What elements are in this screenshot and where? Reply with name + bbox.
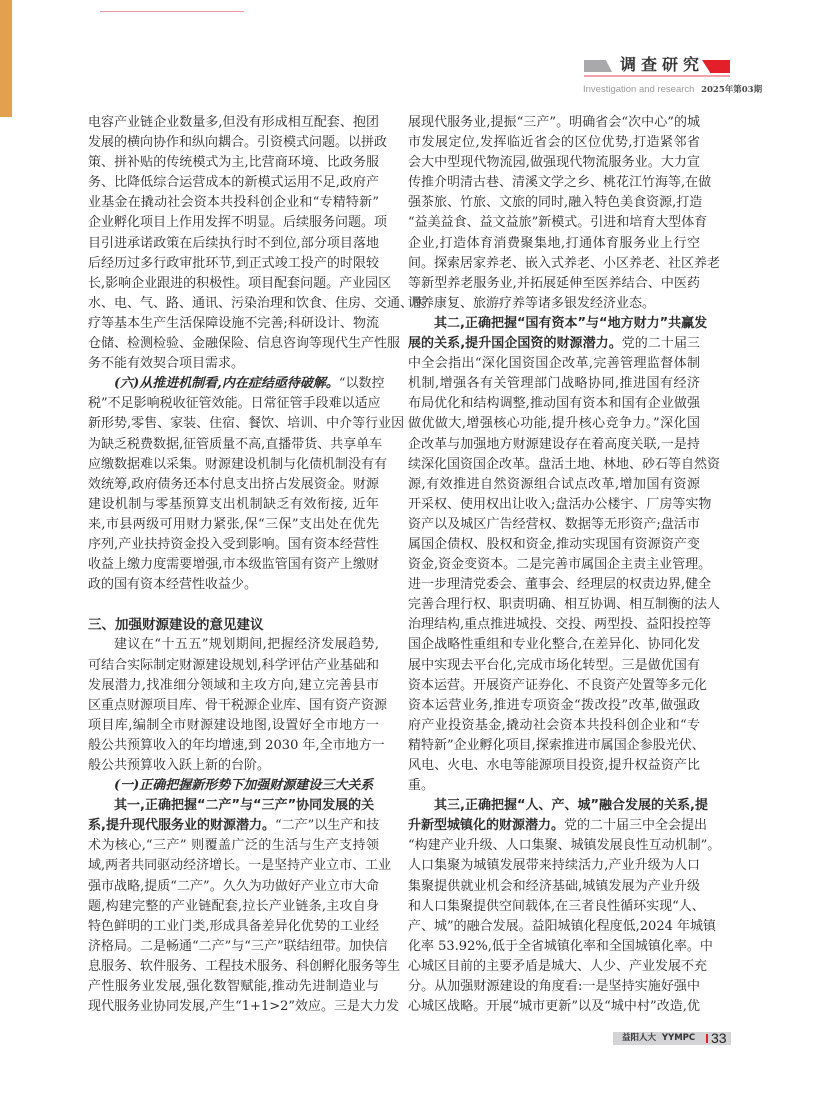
body-text: 区重点财源项目库、骨干税源企业库、国有资产资源: [88, 697, 388, 713]
body-text: 发展的横向协作和纵向耦合。引资模式问题。以拼政: [88, 135, 388, 151]
body-text: 企业,打造体育消费聚集地,打通体育服务业上行空: [408, 235, 700, 251]
text-line: [408, 575, 712, 595]
body-text: 政的国有资本经营性收益少。: [88, 577, 258, 593]
body-text: 新形势,零售、家装、住宿、餐饮、培训、中介等行业因: [88, 416, 405, 432]
text-line: [408, 696, 700, 716]
body-text: 仓储、检测检验、金融保险、信息咨询等现代生产性服: [88, 336, 401, 352]
text-line: [408, 816, 708, 836]
body-text: 调养康复、旅游疗养等诸多银发经济业态。: [408, 295, 656, 311]
text-line: [408, 716, 700, 736]
body-text: 域,两者共同驱动经济增长。一是坚持产业立市、工业: [88, 858, 392, 874]
text-line: [88, 897, 379, 917]
bold-lead-text: 展的关系,提升国企国资的财源潜力。: [408, 336, 622, 352]
body-text: 收益上缴力度需要增强,市本级监管国有资产上缴财: [88, 557, 379, 573]
text-line: [408, 314, 708, 334]
text-line: [408, 153, 700, 173]
text-line: [408, 294, 700, 314]
text-line: [88, 435, 383, 455]
text-line: [88, 575, 379, 595]
body-text: 续深化国资国企改革。盘活土地、林地、砂石等自然资: [408, 456, 721, 472]
text-line: [408, 394, 700, 414]
text-line: [88, 515, 379, 535]
body-text: 分。从加强财源建设的角度看:一是坚持实施好强中: [408, 979, 700, 995]
body-text: 资产以及城区广告经营权、数据等无形资产;盘活市: [408, 516, 700, 532]
text-line: [88, 173, 379, 193]
text-line: [88, 676, 379, 696]
body-text: “二产”以生产和技: [274, 818, 380, 834]
text-line: [88, 997, 400, 1017]
text-line: [408, 977, 700, 997]
blank-line: [88, 595, 379, 615]
text-line: [88, 414, 405, 434]
body-text: 效统筹,政府债务还本付息支出挤占发展资金。财源: [88, 476, 379, 492]
body-text: 务不能有效契合项目需求。: [88, 356, 245, 372]
text-line: [88, 213, 388, 233]
body-text: 水、电、气、路、通讯、污染治理和饮食、住房、交通、医: [88, 295, 427, 311]
text-line: [408, 615, 712, 635]
bold-lead-text: (六)从推进机制看,内在症结亟待破解。: [114, 376, 339, 392]
body-text: 三、加强财源建设的意见建议: [88, 617, 264, 634]
text-line: [88, 716, 379, 736]
text-line: [88, 193, 379, 213]
text-line: [88, 796, 379, 816]
body-text: 集聚提供就业机会和经济基础,城镇发展为产业升级: [408, 878, 700, 894]
body-text: 电容产业链企业数量多,但没有形成相互配套、抱团: [88, 115, 379, 130]
text-line: [408, 475, 700, 495]
body-text: 党的二十届三中全会提出: [564, 818, 708, 834]
text-line: [88, 153, 379, 173]
text-line: [408, 997, 700, 1017]
body-text: 可结合实际制定财源建设规划,科学评估产业基础和: [88, 657, 379, 673]
body-text: 做优做大,增强核心功能,提升核心竞争力。”深化国: [408, 416, 700, 432]
bold-lead-text: 其二,正确把握“国有资本”与“地方财力”共赢发: [434, 315, 708, 331]
body-text: 市发展定位,发挥临近省会的区位优势,打造紧邻省: [408, 135, 700, 151]
body-text: 般公共预算收入跃上新的台阶。: [88, 758, 271, 773]
page-number: 33: [711, 1030, 727, 1046]
text-line: [88, 937, 388, 957]
text-line: [408, 595, 721, 615]
body-text: 发展潜力,找准细分领域和主攻方向,建立完善县市: [88, 677, 379, 693]
left-text-column: [88, 113, 427, 1017]
text-line: [408, 856, 700, 876]
text-line: [408, 897, 705, 917]
text-line: [88, 756, 379, 776]
body-text: 术为核心,“三产” 则覆盖广泛的生活与生产支持领: [88, 838, 379, 854]
text-line: [88, 736, 385, 756]
orange-edge-strip: [0, 0, 12, 117]
body-text: 强市战略,提质“二产”。久久为功做好产业立市大命: [88, 878, 379, 894]
text-line: [88, 254, 379, 274]
body-text: 和人口集聚提供空间载体,在三者良性循环实现“人、: [408, 898, 705, 914]
body-text: 治理结构,重点推进城投、交投、两型投、益阳投控等: [408, 617, 712, 633]
text-line: [408, 334, 700, 354]
body-text: 企改革与加强地方财源建设存在着高度关联,一是持: [408, 436, 700, 452]
header-subtitle: [583, 83, 762, 95]
body-text: 后经历过多行政审批环节,到正式竣工投产的时限较: [88, 255, 379, 271]
body-text: 人口集聚为城镇发展带来持续活力,产业升级为人口: [408, 858, 700, 874]
text-line: [88, 535, 379, 555]
body-text: 题,构建完整的产业链配套,拉长产业链条,主攻自身: [88, 898, 379, 914]
text-line: [88, 314, 379, 334]
text-line: [408, 635, 700, 655]
footer-magazine-name: 益阳人大 YYMPC: [622, 1033, 696, 1043]
body-text: 化率 53.92%,低于全省城镇化率和全国城镇化率。中: [408, 938, 713, 954]
footer-red-divider: [706, 1034, 708, 1043]
text-line: [88, 856, 392, 876]
body-text: 资本运营业务,推进专项资金“拨改投”改革,做强政: [408, 697, 700, 713]
body-text: “以数控: [338, 376, 385, 392]
body-text: 特色鲜明的工业门类,形成具备差异化优势的工业经: [88, 918, 379, 934]
text-line: [408, 254, 721, 274]
body-text: 心城区目前的主要矛盾是城大、人少、产业发展不充: [408, 958, 708, 974]
body-text: 展现代服务业,提振“三产”。明确省会“次中心”的城: [408, 115, 700, 130]
body-text: 为缺乏税费数据,征管质量不高,直播带货、共享单车: [88, 436, 383, 452]
body-text: 心城区战略。开展“城市更新”以及“城中村”改造,优: [408, 999, 700, 1015]
section-title: 调查研究: [620, 55, 705, 74]
body-text: 建议在“十五五”规划期间,把握经济发展趋势,: [114, 637, 379, 653]
text-line: [88, 977, 379, 997]
body-text: 中全会指出“深化国资国企改革,完善管理监督体制: [408, 356, 700, 372]
text-line: [408, 676, 708, 696]
text-line: [88, 234, 379, 254]
text-line: [408, 917, 716, 937]
text-line: [408, 957, 708, 977]
issue-number: 2025年第03期: [701, 85, 763, 95]
text-line: [408, 113, 700, 133]
text-line: [88, 696, 388, 716]
text-line: [408, 796, 708, 816]
top-decorative-rule: [100, 11, 244, 12]
text-line: [408, 495, 712, 515]
body-text: 务、比降低综合运营成本的新模式运用不足,政府产: [88, 175, 379, 191]
text-line: [88, 836, 379, 856]
body-text: 产、城”的融合发展。益阳城镇化程度低,2024 年城镇: [408, 918, 716, 934]
text-line: [408, 535, 700, 555]
body-text: “构建产业升级、人口集聚、城镇发展良性互动机制”。: [408, 838, 721, 854]
text-line: [408, 515, 700, 535]
text-line: [88, 455, 388, 475]
text-line: [408, 937, 713, 957]
body-text: 风电、火电、水电等能源项目投资,提升权益资产比: [408, 758, 700, 773]
text-line: [408, 414, 700, 434]
text-line: [408, 776, 700, 796]
body-text: 重。: [408, 778, 435, 794]
header-grey-block: [584, 60, 612, 72]
text-line: [408, 193, 703, 213]
body-text: 息服务、软件服务、工程技术服务、科创孵化服务等生: [88, 958, 401, 974]
body-text: 企业孵化项目上作用发挥不明显。后续服务问题。项: [88, 215, 388, 231]
body-text: 会大中型现代物流园,做强现代物流服务业。大力宣: [408, 155, 700, 171]
body-text: 源,有效推进自然资源组合试点改革,增加国有资源: [408, 476, 700, 492]
body-text: 开采权、使用权出让收入;盘活办公楼宇、厂房等实物: [408, 496, 712, 512]
body-text: 目引进承诺政策在后续执行时不到位,部分项目落地: [88, 235, 379, 251]
text-line: [88, 133, 388, 153]
text-line: [88, 635, 379, 655]
text-line: [88, 877, 379, 897]
body-text: 应缴数据难以采集。财源建设机制与化债机制没有有: [88, 456, 388, 472]
bold-lead-text: 系,提升现代服务业的财源潜力。: [88, 818, 275, 834]
body-text: 资本运营。开展资产证券化、不良资产处置等多元化: [408, 677, 708, 693]
text-line: [88, 394, 379, 414]
body-text: 完善合理行权、职责明确、相互协调、相互制衡的法人: [408, 597, 721, 613]
body-text: 策、拼补贴的传统模式为主,比营商环境、比政务服: [88, 155, 379, 171]
body-text: 资金,资金变资本。二是完善市属国企主责主业管理。: [408, 557, 712, 573]
body-text: 布局优化和结构调整,推动国有资本和国有企业做强: [408, 396, 700, 412]
body-text: 国企战略性重组和专业化整合,在差异化、协同化发: [408, 637, 700, 653]
body-text: 来,市县两级可用财力紧张,保“三保”支出处在优先: [88, 516, 379, 532]
text-line: [408, 274, 700, 294]
body-text: 间。探索居家养老、嵌入式养老、小区养老、社区养老: [408, 255, 721, 271]
body-text: 府产业投资基金,撬动社会资本共投科创企业和“专: [408, 717, 700, 733]
body-text: 党的二十届三: [621, 336, 700, 352]
header-rule: [584, 75, 730, 77]
text-line: [408, 736, 705, 756]
text-line: [88, 354, 379, 374]
body-text: 般公共预算收入的年均增速,到 2030 年,全市地方一: [88, 737, 385, 753]
text-line: [408, 435, 700, 455]
body-text: “益美益食、益文益旅”新模式。引进和培育大型体育: [408, 215, 708, 231]
body-text: 产性服务业发展,强化数智赋能,推动先进制造业与: [88, 979, 379, 995]
text-line: [408, 213, 708, 233]
text-line: [88, 294, 427, 314]
bold-lead-text: 升新型城镇化的财源潜力。: [408, 818, 565, 834]
text-line: [88, 917, 379, 937]
text-line: [408, 555, 712, 575]
section-heading: [88, 615, 379, 635]
body-text: 建设机制与零基预算支出机制缺乏有效衔接, 近年: [88, 496, 379, 512]
text-line: [88, 334, 401, 354]
body-text: 精特新”企业孵化项目,探索推进市属国企参股光伏、: [408, 737, 705, 753]
bold-lead-text: 其一,正确把握“二产”与“三产”协同发展的关: [114, 798, 375, 814]
text-line: [88, 816, 379, 836]
body-text: 税”不足影响税收征管效能。日常征管手段难以适应: [88, 396, 381, 412]
body-text: 长,影响企业跟进的积极性。项目配套问题。产业园区: [88, 275, 392, 291]
body-text: 展中实现去平台化,完成市场化转型。三是做优国有: [408, 657, 700, 673]
body-text: 传推介明清古巷、清溪文学之乡、桃花江竹海等,在做: [408, 175, 712, 191]
text-line: [408, 756, 700, 776]
text-line: [88, 495, 379, 515]
text-line: [408, 877, 700, 897]
text-line: [88, 113, 379, 133]
text-line: [408, 354, 700, 374]
body-text: 强茶旅、竹旅、文旅的同时,融入特色美食资源,打造: [408, 195, 703, 211]
text-line: [408, 133, 700, 153]
body-text: 业基金在撬动社会资本共投科创企业和“专精特新”: [88, 195, 379, 211]
text-line: [88, 555, 379, 575]
text-line: [408, 173, 712, 193]
text-line: [408, 374, 700, 394]
body-text: 进一步理清党委会、董事会、经理层的权责边界,健全: [408, 577, 712, 593]
text-line: [88, 475, 379, 495]
text-line: [408, 656, 700, 676]
text-line: [88, 374, 385, 394]
text-line: [408, 836, 721, 856]
body-text: 疗等基本生产生活保障设施不完善;科研设计、物流: [88, 315, 379, 331]
body-text: 序列,产业扶持资金投入受到影响。国有资本经营性: [88, 536, 379, 552]
text-line: [408, 234, 700, 254]
subtitle-english: Investigation and research: [583, 84, 695, 95]
text-line: [88, 957, 401, 977]
bold-lead-text: (一)正确把握新形势下加强财源建设三大关系: [114, 778, 374, 794]
body-text: 等新型养老服务业,并拓展延伸至医养结合、中医药: [408, 275, 700, 291]
header-red-block: [702, 60, 730, 73]
body-text: 现代服务业协同发展,产生“1+1>2”效应。三是大力发: [88, 999, 400, 1015]
body-text: 济格局。二是畅通“二产”与“三产”联结纽带。加快信: [88, 938, 388, 954]
right-text-column: [408, 113, 721, 1017]
body-text: 机制,增强各有关管理部门战略协同,推进国有经济: [408, 376, 700, 392]
text-line: [408, 455, 721, 475]
text-line: [88, 656, 379, 676]
bold-lead-text: 其三,正确把握“人、产、城”融合发展的关系,提: [434, 798, 708, 814]
text-line: [88, 776, 379, 796]
body-text: 属国企债权、股权和资金,推动实现国有资源资产变: [408, 536, 700, 552]
body-text: 项目库,编制全市财源建设地图,设置好全市地方一: [88, 717, 379, 733]
text-line: [88, 274, 392, 294]
